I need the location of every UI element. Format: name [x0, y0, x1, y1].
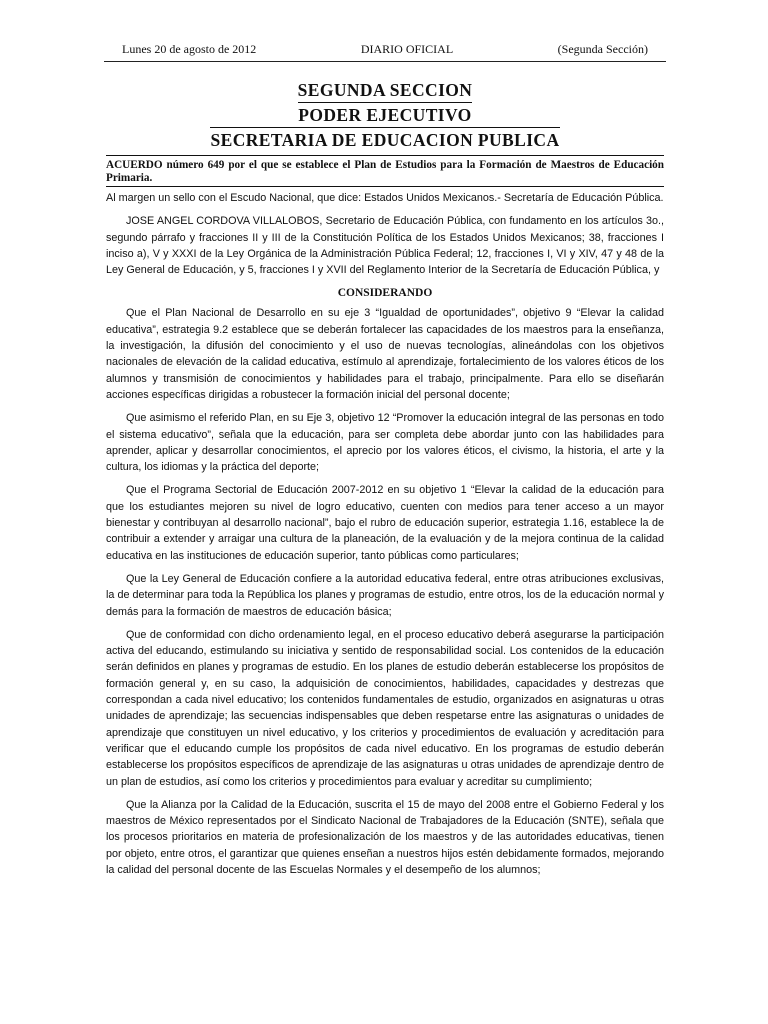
considerando-heading: CONSIDERANDO [337, 287, 433, 300]
paragraph: Que de conformidad con dicho ordenamiento legal, en el proceso educativo deberá asegurarse la participación activa del educando, estimulando su iniciativa y sentido de responsabilidad social. Los contenidos de la educación serán definidos en planes y programas de estudio. En los planes de estudio deberán establecerse los propósitos de formación general y, en su caso, la adquisición de conocimientos, habilidades, capacidades y destrezas que correspondan a cada nivel educativo; los contenidos fundamentales de estudio, organizados en asignaturas u otras unidades de aprendizaje; las secuencias indispensables que deben respetarse entre las asignaturas o unidades de aprendizaje que constituyen un nivel educativo, y los criterios y procedimientos de evaluación y acreditación para verificar que el educando cumple los propósitos de cada nivel educativo. En los programas de estudio deberán establecerse los propósitos específicos de aprendizaje de las asignaturas u otras unidades de aprendizaje dentro de un plan de estudios, así como los criterios y procedimientos para evaluar y acreditar su cumplimiento; [106, 628, 664, 788]
header-publication: DIARIO OFICIAL [360, 42, 454, 56]
paragraph: Que el Plan Nacional de Desarrollo en su eje 3 “Igualdad de oportunidades”, objetivo 9 “Elevar la calidad educativa”, estrategia 9.2 establece que se deberán fortalecer las capacidades de los maestros para la enseñanza, la investigación, la difusión del conocimiento y el uso de nuevas tecnologías, alineándolas con los objetivos nacionales de elevación de la calidad educativa, estímulo al aprendizaje, fortalecimiento de los valores éticos de los alumnos y transmisión de conocimientos y habilidades para el trabajo, principalmente. Para ello se diseñarán acciones específicas dirigidas a robustecer la formación inicial del personal docente; [106, 307, 664, 401]
paragraph: Que la Alianza por la Calidad de la Educación, suscrita el 15 de mayo del 2008 entre el Gobierno Federal y los maestros de México representados por el Sindicato Nacional de Trabajadores de la Educación (SNTE), señala que los procesos prioritarios en materia de profesionalización de los maestros y de las autoridades educativas, tienen por objeto, entre otros, el garantizar que quienes enseñan a nuestros hijos estén debidamente formados, mejorando la calidad del personal docente de las Escuelas Normales y el desempeño de los alumnos; [106, 798, 664, 876]
branch-title: PODER EJECUTIVO [298, 102, 471, 125]
acuerdo-title: ACUERDO número 649 por el que se establece el Plan de Estudios para la Formación de Maestros de Educación Primaria. [106, 159, 664, 184]
seal-note: Al margen un sello con el Escudo Nacional, que dice: Estados Unidos Mexicanos.- Secretaría de Educación Pública. [106, 192, 664, 204]
paragraph: Que el Programa Sectorial de Educación 2007-2012 en su objetivo 1 “Elevar la calidad de la educación para que los estudiantes mejoren su nivel de logro educativo, cuenten con medios para tener acceso a un mayor bienestar y contribuyan al desarrollo nacional”, bajo el rubro de educación superior, estrategia 1.16, establece la de contribuir a extender y arraigar una cultura de la planeación, de la evaluación y de la mejora continua de la calidad educativa en las instituciones de educación superior, tanto públicas como particulares; [106, 484, 664, 562]
paragraph: Que asimismo el referido Plan, en su Eje 3, objetivo 12 “Promover la educación integral de las personas en todo el sistema educativo”, señala que la educación, para ser completa debe abordar junto con las habilidades para aprender, aplicar y desarrollar conocimientos, el aprecio por los valores éticos, el civismo, la historia, el arte y la cultura, los idiomas y la práctica del deporte; [106, 412, 664, 474]
running-header [104, 42, 666, 62]
section-title: SEGUNDA SECCION [297, 80, 473, 100]
paragraph: Que la Ley General de Educación confiere a la autoridad educativa federal, entre otras atribuciones exclusivas, la de determinar para toda la República los planes y programas de estudio, entre otros, los de la educación normal y demás para la formación de maestros de educación básica; [106, 572, 664, 618]
title-block [106, 80, 664, 151]
intro-paragraph: JOSE ANGEL CORDOVA VILLALOBOS, Secretario de Educación Pública, con fundamento en los artículos 3o., segundo párrafo y fracciones II y III de la Constitución Política de los Estados Unidos Mexicanos; 38, fracciones I inciso a), V y XXXI de la Ley Orgánica de la Administración Pública Federal; 12, fracciones I, VI y XIV, 47 y 48 de la Ley General de Educación, y 5, fracciones I y XVII del Reglamento Interior de la Secretaría de Educación Pública, y [106, 215, 664, 277]
ministry-title: SECRETARIA DE EDUCACION PUBLICA [210, 127, 559, 150]
header-section: (Segunda Sección) [557, 42, 648, 56]
acuerdo-box [106, 155, 664, 187]
header-date: Lunes 20 de agosto de 2012 [122, 42, 257, 56]
